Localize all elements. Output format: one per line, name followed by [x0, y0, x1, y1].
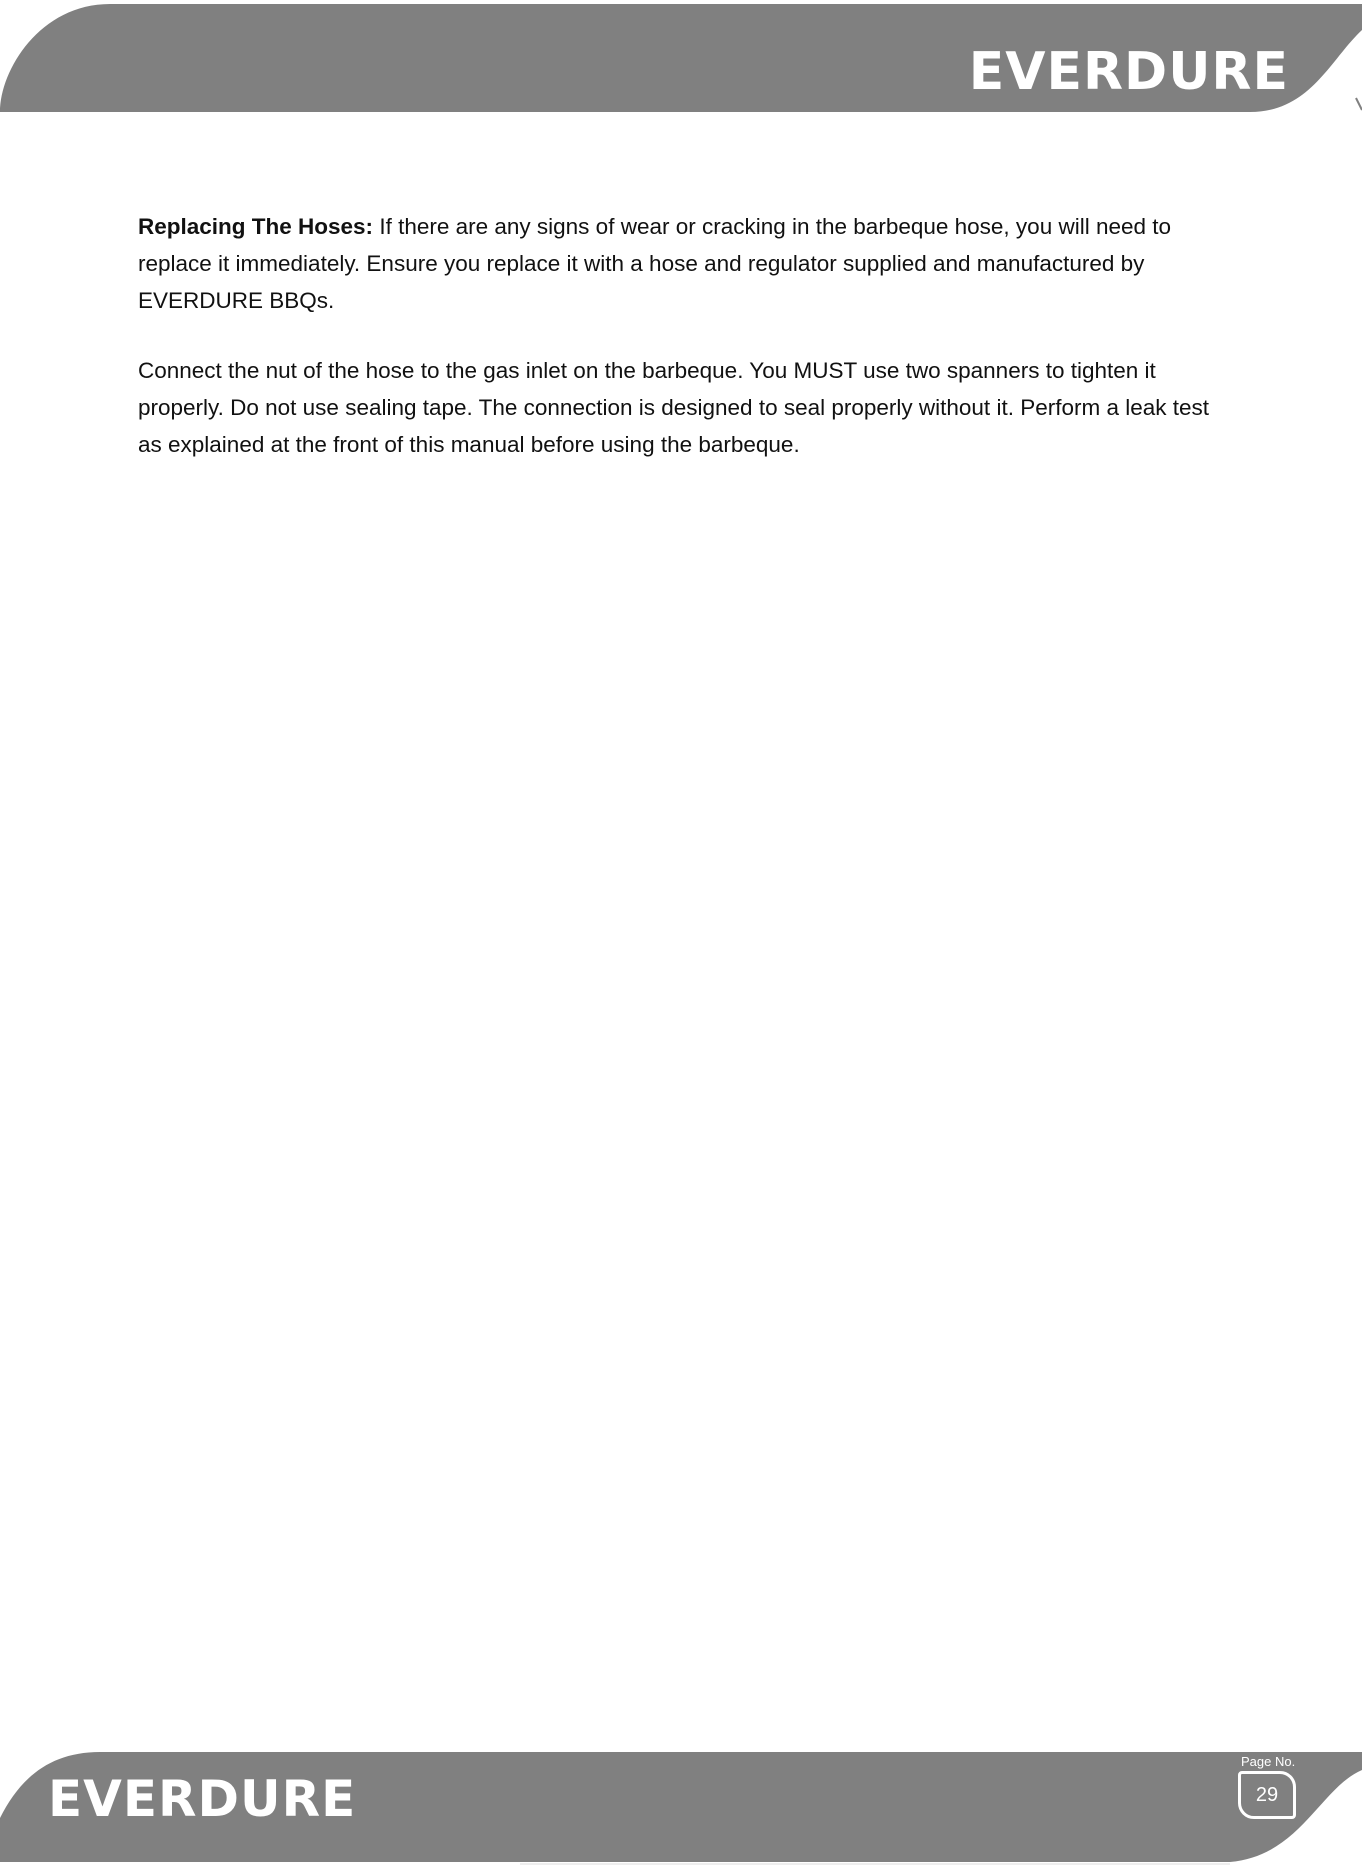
header-brand-logo: EVERDURE	[968, 42, 1289, 102]
paragraph-text: If there are any signs of wear or cracking in the barbeque hose, you will need to replace it immediately. Ensure you replace it with a hose and regulator supplied and manufactured by EVERDURE BBQs.	[138, 214, 1172, 313]
document-body	[138, 208, 1238, 496]
paragraph-heading: Replacing The Hoses:	[138, 214, 374, 239]
page-number-label: Page No.	[1241, 1754, 1296, 1769]
page-number: 29	[1255, 1783, 1279, 1806]
page-number-badge	[1238, 1771, 1296, 1819]
paragraph-text: Connect the nut of the hose to the gas inlet on the barbeque. You MUST use two spanners to tighten it properly. Do not use sealing tape. The connection is designed to seal properly without it. Perform a leak test as explained at the front of this manual before using the barbeque.	[138, 358, 1210, 457]
paragraph-connect-nut	[138, 352, 1238, 463]
paragraph-replacing-hoses	[138, 208, 1238, 319]
footer-brand-logo: EVERDURE	[48, 1770, 357, 1828]
